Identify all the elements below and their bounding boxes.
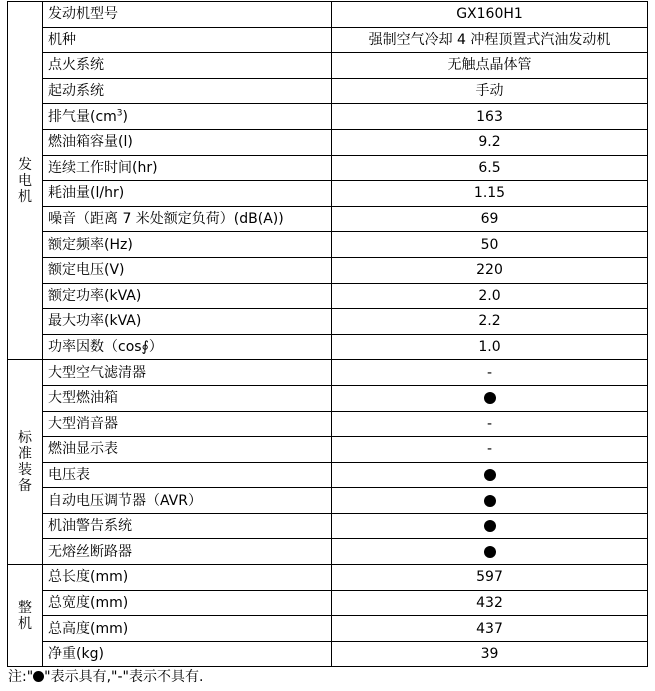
footnote: 注:" "表示具有,"-"表示不具有.: [8, 669, 204, 685]
row-label: 功率因数（cos∮）: [43, 334, 332, 360]
row-value: 437: [332, 616, 648, 642]
row-value: -: [332, 411, 648, 437]
row-label: 电压表: [43, 462, 332, 488]
row-value: 163: [332, 104, 648, 130]
group-standard-equipment: 标准装备: [8, 360, 43, 565]
row-label: 大型空气滤清器: [43, 360, 332, 386]
row-label: 额定电压(V): [43, 257, 332, 283]
row-label: 大型消音器: [43, 411, 332, 437]
row-value: -: [332, 360, 648, 386]
group-whole-machine: 整机: [8, 565, 43, 667]
table-row: [8, 437, 648, 463]
table-row: [8, 232, 648, 258]
has-feature-dot-icon: [484, 469, 496, 481]
row-label: 连续工作时间(hr): [43, 155, 332, 181]
table-row: [8, 641, 648, 667]
row-value: 2.0: [332, 283, 648, 309]
has-feature-dot-icon: [484, 495, 496, 507]
table-row: [8, 334, 648, 360]
has-feature-dot-icon: [484, 520, 496, 532]
table-row: [8, 206, 648, 232]
table-row: [8, 488, 648, 514]
table-row: [8, 590, 648, 616]
has-feature-dot-icon: [484, 392, 496, 404]
row-label: 燃油显示表: [43, 437, 332, 463]
row-value: 9.2: [332, 129, 648, 155]
row-value: [332, 488, 648, 514]
row-value: 1.15: [332, 181, 648, 207]
row-label: 机油警告系统: [43, 513, 332, 539]
row-label: 无熔丝断路器: [43, 539, 332, 565]
row-value: [332, 539, 648, 565]
row-label: 燃油箱容量(l): [43, 129, 332, 155]
group-generator: 发电机: [8, 2, 43, 360]
table-row: [8, 129, 648, 155]
table-row: [8, 539, 648, 565]
row-label: 大型燃油箱: [43, 385, 332, 411]
table-row: [8, 283, 648, 309]
table-row: [8, 565, 648, 591]
row-value: -: [332, 437, 648, 463]
table-row: [8, 616, 648, 642]
row-label: 发动机型号: [43, 2, 332, 28]
table-row: [8, 78, 648, 104]
row-label: 最大功率(kVA): [43, 309, 332, 335]
row-value: 2.2: [332, 309, 648, 335]
row-label: 耗油量(l/hr): [43, 181, 332, 207]
row-value: [332, 462, 648, 488]
row-value: 39: [332, 641, 648, 667]
row-label: 排气量$(cm^3)$: [43, 104, 332, 130]
table-row: [8, 411, 648, 437]
table-row: [8, 360, 648, 386]
table-row: [8, 309, 648, 335]
row-label: 起动系统: [43, 78, 332, 104]
row-label: 机种: [43, 27, 332, 53]
table-row: [8, 181, 648, 207]
table-row: [8, 104, 648, 130]
has-feature-dot-icon: [484, 546, 496, 558]
row-value: GX160H1: [332, 2, 648, 28]
table-row: [8, 462, 648, 488]
row-label: 总高度(mm): [43, 616, 332, 642]
row-value: [332, 513, 648, 539]
has-feature-dot-icon: [33, 671, 44, 682]
row-value: 50: [332, 232, 648, 258]
row-label: 额定频率(Hz): [43, 232, 332, 258]
row-value: 无触点晶体管: [332, 53, 648, 79]
row-label: 额定功率(kVA): [43, 283, 332, 309]
row-value: 69: [332, 206, 648, 232]
table-row: [8, 385, 648, 411]
table-row: [8, 53, 648, 79]
table-row: [8, 27, 648, 53]
row-label: 总宽度(mm): [43, 590, 332, 616]
row-value: 强制空气冷却 4 冲程顶置式汽油发动机: [332, 27, 648, 53]
spec-table: [7, 1, 648, 667]
row-value: [332, 385, 648, 411]
row-value: 597: [332, 565, 648, 591]
row-label: 噪音（距离 7 米处额定负荷）(dB(A)): [43, 206, 332, 232]
table-row: [8, 513, 648, 539]
row-value: 1.0: [332, 334, 648, 360]
row-value: 6.5: [332, 155, 648, 181]
row-value: 手动: [332, 78, 648, 104]
row-value: 220: [332, 257, 648, 283]
row-label: 总长度(mm): [43, 565, 332, 591]
table-row: [8, 257, 648, 283]
row-label: 自动电压调节器（AVR）: [43, 488, 332, 514]
table-row: [8, 2, 648, 28]
row-value: 432: [332, 590, 648, 616]
row-label: 净重(kg): [43, 641, 332, 667]
table-row: [8, 155, 648, 181]
row-label: 点火系统: [43, 53, 332, 79]
